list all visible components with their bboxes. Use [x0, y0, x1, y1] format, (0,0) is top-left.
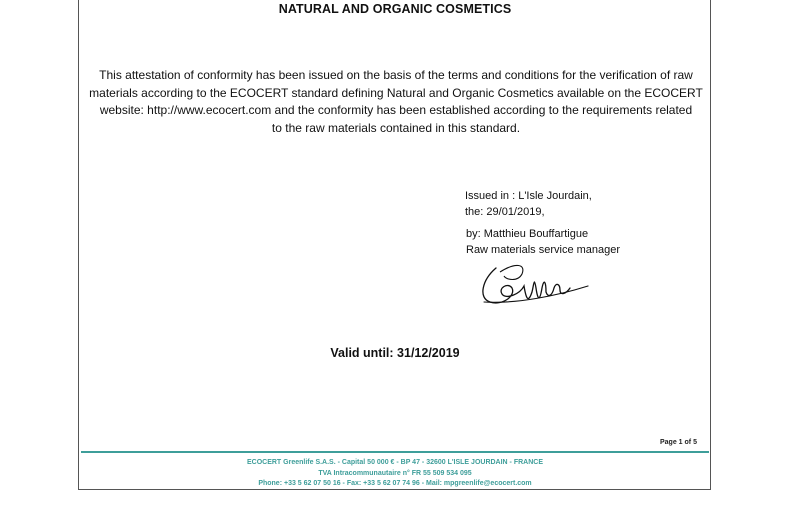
signatory	[466, 226, 620, 258]
signatory-name: by: Matthieu Bouffartigue	[466, 228, 589, 240]
page-number: Page 1 of 5	[660, 439, 697, 446]
attestation-line: to the raw materials contained in this standard.	[271, 120, 521, 135]
signatory-role: Raw materials service manager	[466, 244, 621, 256]
footer	[0, 458, 790, 490]
document-title: NATURAL AND ORGANIC COSMETICS	[278, 2, 512, 16]
issued-place: Issued in : L'Isle Jourdain,	[465, 190, 592, 202]
footer-contact: Phone: +33 5 62 07 50 16 - Fax: +33 5 62 07 74 96 - Mail: mpgreenlife@ecocert.com	[258, 480, 532, 487]
attestation-text	[86, 67, 706, 137]
footer-company: ECOCERT Greenlife S.A.S. - Capital 50 000 € - BP 47 - 32600 L'ISLE JOURDAIN - FRANCE	[246, 459, 543, 466]
footer-vat: TVA Intracommunautaire n° FR 55 509 534 095	[318, 469, 472, 477]
attestation-line: materials according to the ECOCERT standard defining Natural and Organic Cosmetics available on the ECOCERT	[89, 85, 703, 100]
attestation-line: This attestation of conformity has been issued on the basis of the terms and conditions for the verification of raw	[99, 68, 693, 82]
footer-divider	[81, 451, 709, 453]
issued-date: the: 29/01/2019,	[465, 206, 545, 218]
attestation-line: website: http://www.ecocert.com and the conformity has been established according to the requirements related	[99, 103, 693, 117]
handwritten-signature	[476, 258, 596, 314]
validity-date: Valid until: 31/12/2019	[330, 346, 460, 360]
issue-details	[465, 188, 592, 220]
